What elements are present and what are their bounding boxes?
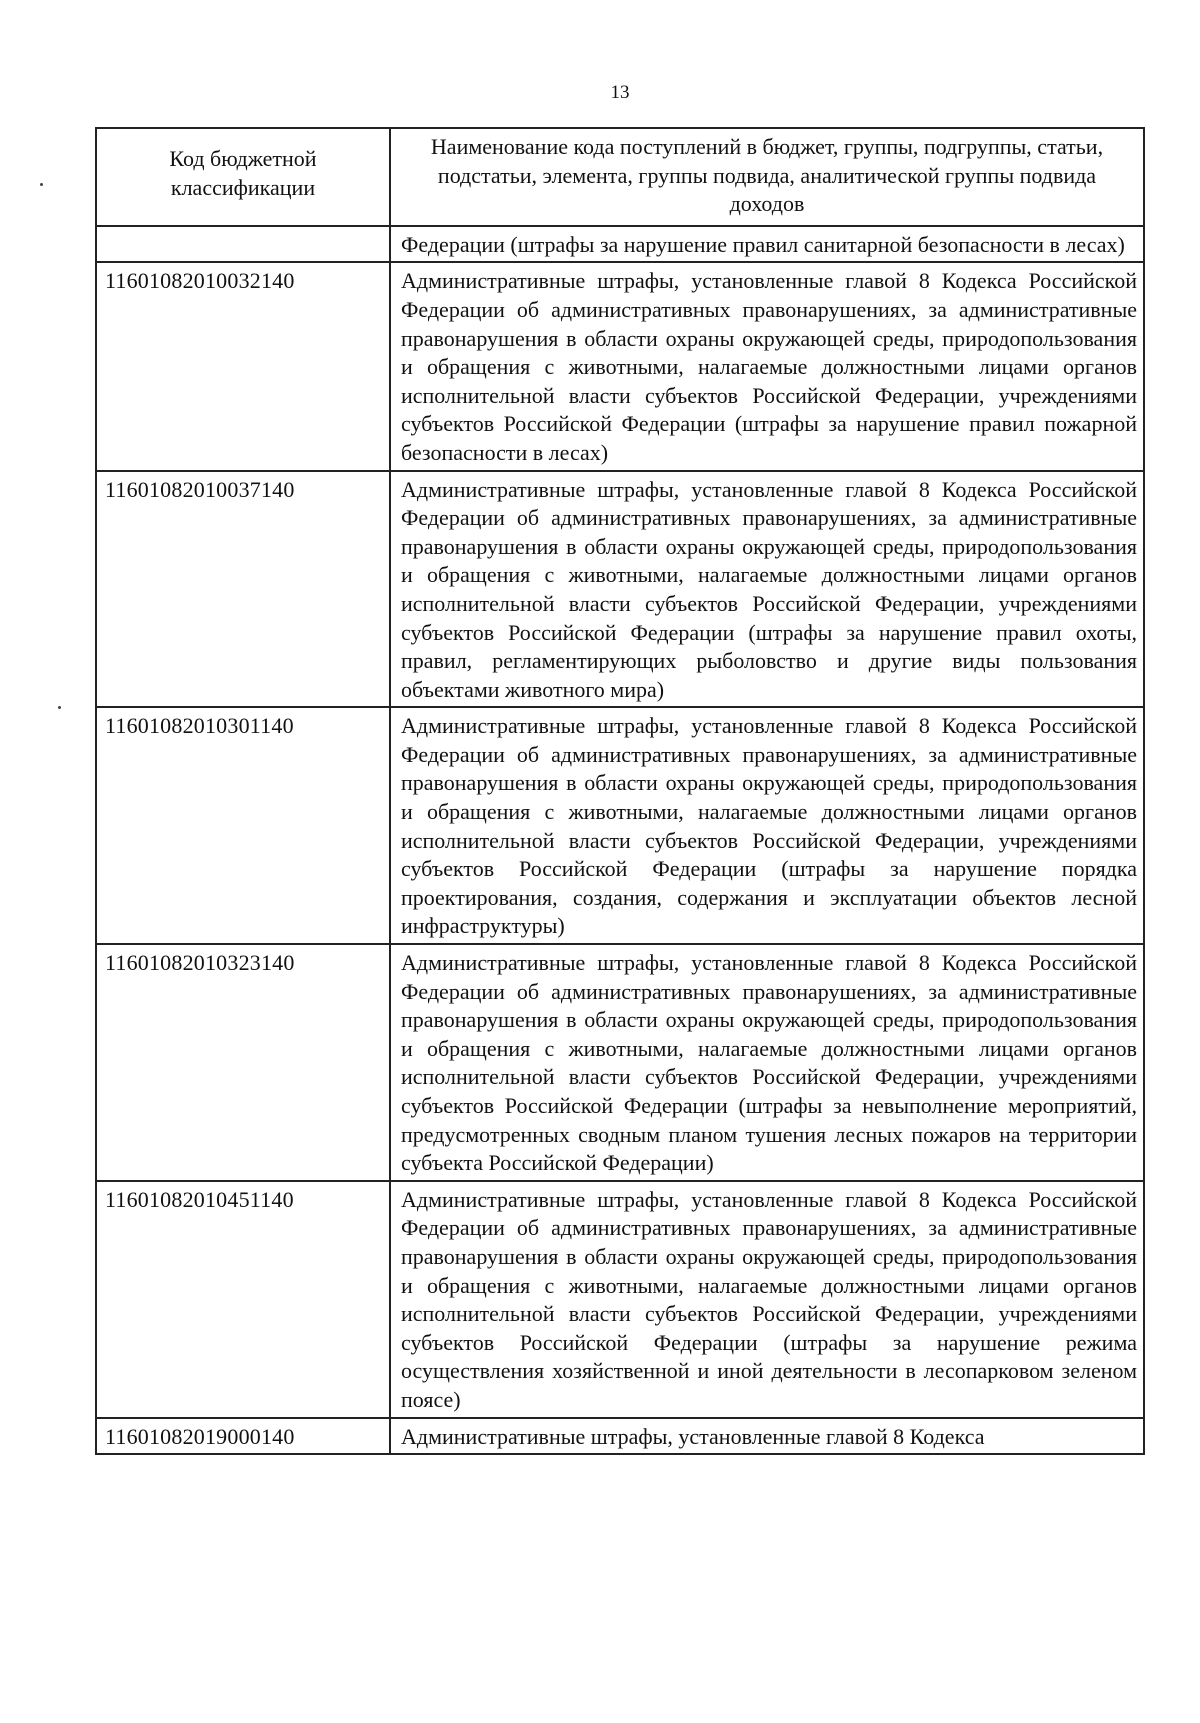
table-row	[96, 707, 1144, 944]
name-cell: Административные штрафы, установленные главой 8 Кодекса Российской Федерации об административных правонарушениях, за административные правонарушения в области охраны окружающей среды, природопользования и обращения с животными, налагаемые должностными лицами органов исполнительной власти субъектов Российской Федерации, учреждениями субъектов Российской Федерации (штрафы за нарушение правил пожарной безопасности в лесах)	[390, 262, 1144, 470]
table-header-row	[96, 128, 1144, 226]
header-code: Код бюджетной классификации	[96, 128, 390, 226]
name-cell: Административные штрафы, установленные главой 8 Кодекса Российской Федерации об административных правонарушениях, за административные правонарушения в области охраны окружающей среды, природопользования и обращения с животными, налагаемые должностными лицами органов исполнительной власти субъектов Российской Федерации, учреждениями субъектов Российской Федерации (штрафы за невыполнение мероприятий, предусмотренных сводным планом тушения лесных пожаров на территории субъекта Российской Федерации)	[390, 944, 1144, 1181]
table-row	[96, 1418, 1144, 1455]
code-cell: 11601082010032140	[96, 262, 390, 470]
code-cell: 11601082010451140	[96, 1181, 390, 1418]
table-row	[96, 262, 1144, 470]
scan-speck	[40, 183, 43, 186]
budget-codes-table	[95, 127, 1145, 1455]
code-cell: 11601082019000140	[96, 1418, 390, 1455]
table-row	[96, 226, 1144, 263]
name-cell: Административные штрафы, установленные главой 8 Кодекса Российской Федерации об административных правонарушениях, за административные правонарушения в области охраны окружающей среды, природопользования и обращения с животными, налагаемые должностными лицами органов исполнительной власти субъектов Российской Федерации, учреждениями субъектов Российской Федерации (штрафы за нарушение порядка проектирования, создания, содержания и эксплуатации объектов лесной инфраструктуры)	[390, 707, 1144, 944]
scan-speck	[58, 706, 61, 709]
table-row	[96, 471, 1144, 708]
page-number: 13	[610, 82, 630, 103]
table-row	[96, 1181, 1144, 1418]
table-row	[96, 944, 1144, 1181]
name-cell: Административные штрафы, установленные главой 8 Кодекса	[390, 1418, 1144, 1455]
code-cell: 11601082010323140	[96, 944, 390, 1181]
name-cell: Административные штрафы, установленные главой 8 Кодекса Российской Федерации об административных правонарушениях, за административные правонарушения в области охраны окружающей среды, природопользования и обращения с животными, налагаемые должностными лицами органов исполнительной власти субъектов Российской Федерации, учреждениями субъектов Российской Федерации (штрафы за нарушение правил охоты, правил, регламентирующих рыболовство и другие виды пользования объектами животного мира)	[390, 471, 1144, 708]
table-body	[96, 226, 1144, 1454]
name-cell: Административные штрафы, установленные главой 8 Кодекса Российской Федерации об административных правонарушениях, за административные правонарушения в области охраны окружающей среды, природопользования и обращения с животными, налагаемые должностными лицами органов исполнительной власти субъектов Российской Федерации, учреждениями субъектов Российской Федерации (штрафы за нарушение режима осуществления хозяйственной и иной деятельности в лесопарковом зеленом поясе)	[390, 1181, 1144, 1418]
name-cell: Федерации (штрафы за нарушение правил санитарной безопасности в лесах)	[390, 226, 1144, 263]
code-cell	[96, 226, 390, 263]
header-name: Наименование кода поступлений в бюджет, группы, подгруппы, статьи, подстатьи, элемента, группы подвида, аналитической группы подвида доходов	[390, 128, 1144, 226]
code-cell: 11601082010301140	[96, 707, 390, 944]
code-cell: 11601082010037140	[96, 471, 390, 708]
